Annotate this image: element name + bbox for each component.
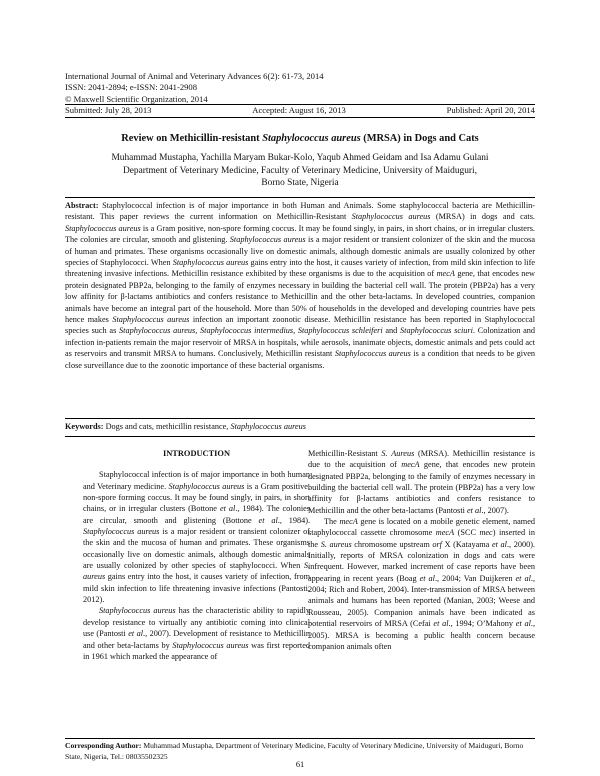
body-italic: S. aureus [320,539,352,549]
body-italic: mecA [435,528,455,538]
body-text: gains entry into the host, it causes variety of infection, from mild skin infection to life threatening invasive infections (Pantosti, 2012). [83,572,310,605]
accepted-date: Accepted: August 16, 2013 [252,105,346,115]
body-italic: et al [258,515,278,525]
footer-rule [65,738,535,739]
journal-citation: International Journal of Animal and Veterinary Advances 6(2): 61-73, 2014 [65,71,324,81]
body-text: ., 2005). MRSA is becoming a public health concern because companion animals often [308,619,535,651]
keywords-rule [65,436,535,437]
journal-copyright: © Maxwell Scientific Organization, 2014 [65,93,208,104]
corresponding-author-text: Muhammad Mustapha, Department of Veterinary Medicine, Faculty of Veterinary Medicine, University of Maiduguri, Borno State, Nigeria, Tel.: 08035502325 [65,741,524,761]
body-text: gene is located on a mobile genetic element, named staphylococcal cassette chromosome [308,517,535,538]
abstract-text: Staphylococcal infection is of major importance in both Human and Animals. Some staphylococcal bacteria are Methicillin-resistant. This paper reviews the current information on Methicillin-Resistant [65,201,535,222]
body-text: ., 1984). The colonies are circular, smooth and glistening (Bottone [83,504,310,525]
body-text: ., 1994; O’Mahony [448,619,516,629]
body-italic: et al [433,619,449,629]
body-text: chromosome upstream [351,539,433,549]
abstract-label: Abstract: [65,201,99,210]
body-text: X (Katayama [441,539,492,549]
abstract-text: . Colonization and infection in-patients remain the major reservoir of MRSA in hospitals, while aerosols, inanimate objects, domestic animals and pets could act as reservoirs and transmit MRSA to humans. Conclusively, Methicillin resistant [65,326,535,359]
body-italic: mec [479,528,493,538]
body-italic: S. Aureus [381,449,415,458]
abstract-text: is a major resident or transient colonizer of the skin and the mucosa of human and primates. These organisms occasionally live on domestic animals, although domestic animals are usually colonized by other species of Staphylococci. When [65,235,535,268]
author-names: Muhammad Mustapha, Yachilla Maryam Bukar-Kolo, Yaqub Ahmed Geidam and Isa Adamu Gulani [111,153,489,163]
keywords-italic: Staphylococcus aureus [230,422,306,431]
body-text: has the characteristic ability to rapidly develop resistance to virtually any antibiotic coming into clinical use (Pantosti [83,606,310,639]
body-italic: et al [467,505,482,515]
body-italic: et al [491,539,507,549]
affiliation-line-2: Borno State, Nigeria [261,178,339,188]
body-text: The [324,517,340,527]
journal-issn: ISSN: 2041-2894; e-ISSN: 2041-2908 [65,82,198,93]
abstract-text: gene, that encodes new protein designated PBP2a, belonging to the family of enzymes necessary in building the bacterial cell wall. The protein (PBP2a) has a very low affinity for β-lactams antibiotics and confers resistance to Methicillin and the other beta-lactams. In developed countries, companion animals have become an integral part of the household. More than 50% of households in the developed and developing countries have pets hence makes [65,269,535,325]
keywords-label: Keywords: [65,422,104,431]
body-text: Staphylococcal infection is of major importance in both human and Veterinary medicine. [83,470,310,491]
abstract-text: infection an important zoonotic disease. Methicillin resistance has been reported in Staphylococcal species such as [65,315,536,336]
abstract-text: gains entry into the host, it causes variety of infection, from mild skin infection to life threatening invasive infections. Methicillin resistance exhibited by these organisms is due to the acquisition of [65,258,535,279]
body-text: (SCC [454,528,480,538]
body-text: ., 2004; Rich and Robert, 2004). Inter-transmission of MRSA between animals and humans has been reported (Manian, 2003; Weese and Rousseau, 2005). Companion animals have been indicated as potential reservoirs of MRSA (Cefai [308,573,535,629]
abstract-rule-top [65,197,535,198]
abstract-italic: Staphylococcus aureus [65,223,141,233]
section-heading-introduction: INTRODUCTION [162,449,230,458]
body-italic: S. aureus [83,561,310,582]
body-italic: Staphylococcus aureus [83,527,160,537]
body-italic: et al [128,629,144,639]
body-text: ., 2000). Initially, reports of MRSA colonization in dogs and cats were infrequent. However, marked increment of case reports have been appearing in recent years (Boag [308,539,535,583]
abstract-italic: Staphylococcus sciuri [400,326,473,336]
body-text: ., 1984). [277,515,311,525]
body-text: was first reported in 1961 which marked the appearance of [83,640,310,661]
right-column [308,448,535,652]
abstract-text: and [382,326,401,336]
body-italic: et al [419,573,435,583]
body-text: ., 2004; Van Duijkeren [434,573,516,583]
body-text: ., 2007). [481,505,509,515]
published-date: Published: April 20, 2014 [446,105,535,115]
title-italic: Staphylococcus aureus [262,133,361,144]
abstract-rule-bottom [65,418,535,419]
abstract-text: (MRSA) in dogs and cats. [430,212,535,222]
paper-title [65,133,535,144]
right-paragraph-1 [308,448,535,516]
body-italic: mecA [339,517,358,527]
body-italic: orf [432,539,442,549]
keywords-text: Dogs and cats, methicillin resistance, [103,422,231,431]
body-text: Methicillin-Resistant [308,449,382,458]
journal-masthead [65,71,324,105]
abstract-italic: mecA [436,269,455,279]
author-block [65,152,535,190]
body-italic: Staphylococcus aureus [168,481,245,491]
abstract-italic: Staphylococcus aureus [351,212,431,222]
intro-paragraph-1 [83,469,310,605]
body-text: is a Gram positive, non-spore forming coccus. It may be found singly, in pairs, in short chains, or in irregular clusters (Bottone [83,481,311,514]
affiliation-line-1: Department of Veterinary Medicine, Faculty of Veterinary Medicine, University of Maiduguri, [123,165,477,176]
right-paragraph-2 [308,516,535,652]
abstract-italic: Staphylococcus aureus [229,235,306,245]
body-text: is a major resident or transient colonizer of the skin and the mucosa of human and primates. These organisms occasionally live on domestic animals, although domestic animals are usually colonized by other species of staphylococci. When [83,527,310,571]
abstract [65,200,535,371]
abstract-text: is a Gram positive, non-spore forming coccus. It may be found singly, in pairs, in short chains, or in irregular clusters. The colonies are circular, smooth and glistening. [65,223,535,245]
body-italic: Staphylococcus aureus [172,640,249,650]
body-text: ) inserted in the [308,528,536,549]
body-text: ., 2007). Development of resistance to Methicillin and other beta-lactams by [83,629,310,650]
abstract-italic: Staphylococcus aureus [334,349,411,359]
body-italic: mecA [401,460,420,470]
title-text-end: (MRSA) in Dogs and Cats [360,133,479,144]
header-rule-bottom [65,117,535,118]
abstract-italic: Staphylococcus aureus [172,258,249,268]
keywords [65,422,535,431]
article-dates [65,105,535,115]
submitted-date: Submitted: July 28, 2013 [65,105,152,115]
corresponding-author-label: Corresponding Author: [65,741,142,750]
title-text: Review on Methicillin-resistant [121,133,263,144]
body-italic: et al [515,619,531,629]
corresponding-author-note [65,741,535,762]
body-italic: Staphylococcus aureus [99,606,176,616]
intro-paragraph-2 [83,605,310,662]
body-italic: et al [219,504,236,514]
left-column [83,448,310,662]
body-italic: et al [515,573,531,583]
abstract-italic: Staphylococcus aureus, Staphylococcus intermedius, Staphylococcus schleiferi [119,326,383,336]
page-number: 61 [295,760,305,769]
abstract-text: is a condition that needs to be given close surveillance due to the zoonotic importance of these bacterial organisms. [65,349,536,370]
body-text: (MRSA). Methicillin resistance is due to the acquisition of [308,449,535,470]
body-text: gene, that encodes new protein designated PBP2a, belonging to the family of enzymes necessary in building the bacterial cell wall. The protein (PBP2a) has a very low affinity for β-lactams antibiotics and confers resistance to Methicillin and the other beta-lactams (Pantosti [308,460,535,515]
abstract-italic: Staphylococcus aureus [112,315,190,325]
